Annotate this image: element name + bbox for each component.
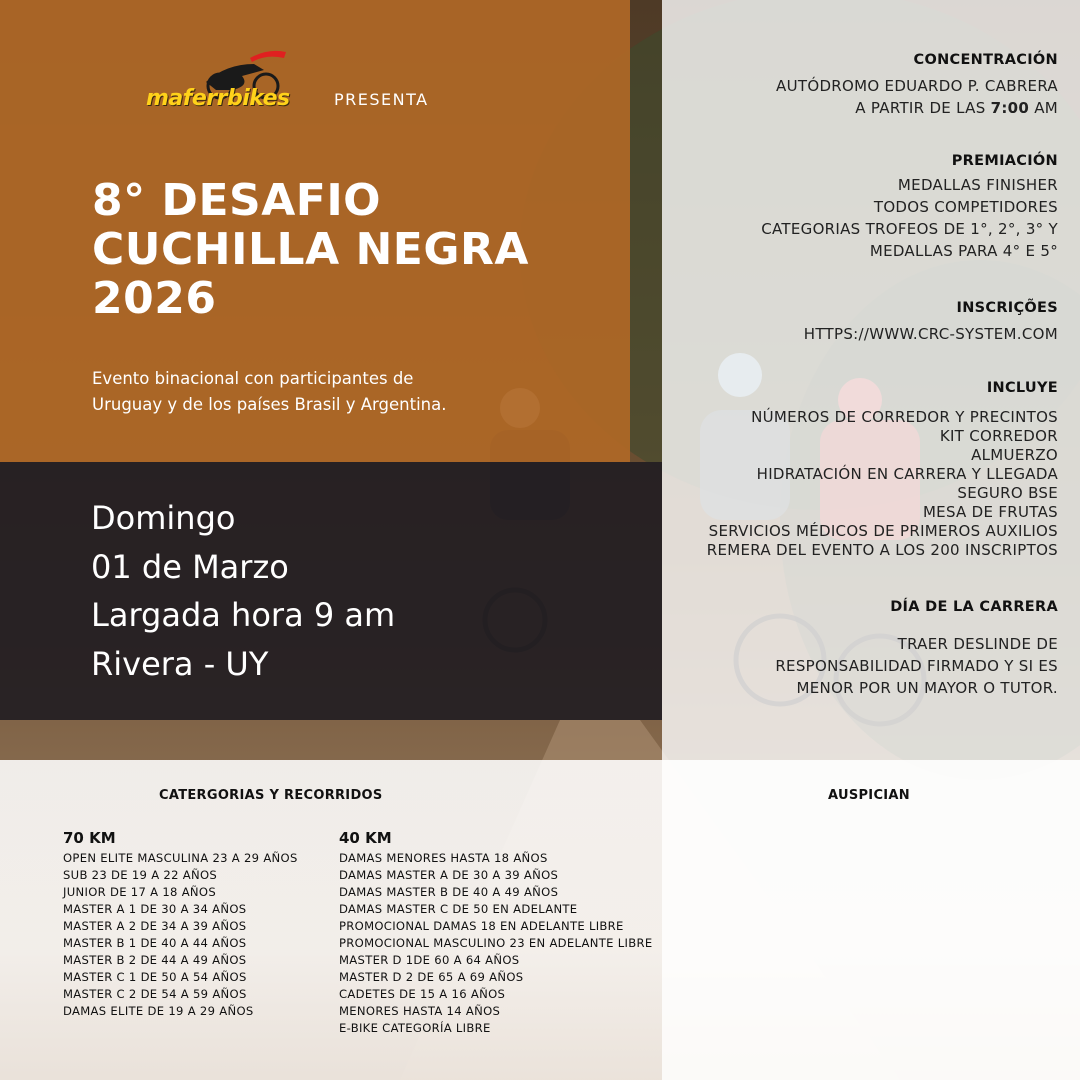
sponsors-heading: AUSPICIAN (828, 788, 910, 803)
incluye-item: KIT CORREDOR (939, 427, 1058, 445)
incluye-item: MESA DE FRUTAS (922, 503, 1058, 521)
category-item: PROMOCIONAL MASCULINO 23 EN ADELANTE LIBRE (339, 936, 653, 950)
category-item: DAMAS MASTER B DE 40 A 49 AÑOS (339, 885, 559, 899)
dia-carrera-line: RESPONSABILIDAD FIRMADO Y SI ES (775, 657, 1058, 675)
incluye-heading: INCLUYE (986, 380, 1058, 396)
presenta-label: PRESENTA (334, 90, 429, 109)
category-item: MASTER C 2 DE 54 A 59 AÑOS (63, 987, 247, 1001)
time-prefix: A PARTIR DE LAS (855, 99, 991, 117)
route-40km (339, 829, 652, 1037)
category-item: PROMOCIONAL DAMAS 18 EN ADELANTE LIBRE (339, 919, 624, 933)
inscricoes-url[interactable]: HTTPS://WWW.CRC-SYSTEM.COM (803, 325, 1058, 343)
category-item: MASTER A 2 DE 34 A 39 AÑOS (63, 919, 247, 933)
dia-carrera-line: MENOR POR UN MAYOR O TUTOR. (796, 679, 1058, 697)
category-item: MASTER D 2 DE 65 A 69 AÑOS (339, 970, 524, 984)
brand-logo-text: maferrbikes (146, 86, 290, 111)
category-item: DAMAS MASTER A DE 30 A 39 AÑOS (339, 868, 559, 882)
route-70km (63, 829, 298, 1020)
category-item: JUNIOR DE 17 A 18 AÑOS (63, 885, 216, 899)
event-title (92, 176, 529, 323)
incluye-item: SERVICIOS MÉDICOS DE PRIMEROS AUXILIOS (708, 522, 1058, 540)
category-item: CADETES DE 15 A 16 AÑOS (339, 987, 506, 1001)
premiacion-line: MEDALLAS PARA 4° E 5° (869, 242, 1058, 260)
event-place: Rivera - UY (91, 644, 269, 683)
inscricoes-section (804, 300, 1058, 345)
dia-carrera-line: TRAER DESLINDE DE (897, 635, 1058, 653)
event-start-time: Largada hora 9 am (91, 596, 396, 634)
route-40km-label: 40 KM (339, 829, 392, 847)
event-day: Domingo (91, 499, 236, 537)
concentracion-section (776, 52, 1058, 119)
route-70km-list (63, 850, 298, 1020)
incluye-item: ALMUERZO (971, 446, 1058, 464)
concentracion-time (776, 97, 1058, 119)
premiacion-line: CATEGORIAS TROFEOS DE 1°, 2°, 3° Y (761, 220, 1058, 238)
event-date: 01 de Marzo (91, 547, 289, 586)
premiacion-heading: PREMIACIÓN (951, 153, 1058, 169)
incluye-section (707, 380, 1058, 560)
category-item: MASTER B 1 DE 40 A 44 AÑOS (63, 936, 247, 950)
incluye-item: REMERA DEL EVENTO A LOS 200 INSCRIPTOS (706, 541, 1058, 559)
category-item: MASTER C 1 DE 50 A 54 AÑOS (63, 970, 247, 984)
premiacion-line: TODOS COMPETIDORES (873, 198, 1058, 216)
concentracion-heading: CONCENTRACIÓN (913, 52, 1058, 68)
category-item: DAMAS ELITE DE 19 A 29 AÑOS (63, 1004, 254, 1018)
event-subtitle: Evento binacional con participantes de Uruguay y de los países Brasil y Argentina. (92, 369, 447, 414)
route-70km-label: 70 KM (63, 829, 116, 847)
dia-carrera-heading: DÍA DE LA CARRERA (890, 599, 1058, 615)
category-item: DAMAS MENORES HASTA 18 AÑOS (339, 851, 548, 865)
category-item: E-BIKE CATEGORÍA LIBRE (339, 1021, 491, 1035)
time-suffix: AM (1029, 99, 1058, 117)
incluye-item: HIDRATACIÓN EN CARRERA Y LLEGADA (756, 465, 1058, 483)
route-40km-list (339, 850, 652, 1037)
inscricoes-heading: INSCRIÇÕES (956, 300, 1058, 316)
dia-carrera-section (775, 599, 1058, 699)
title-line: CUCHILLA NEGRA (92, 224, 529, 275)
title-line: 2026 (92, 273, 217, 324)
event-date-info (91, 494, 395, 688)
concentracion-place: AUTÓDROMO EDUARDO P. CABRERA (776, 77, 1058, 95)
title-line: 8° DESAFIO (92, 175, 382, 226)
category-item: MASTER A 1 DE 30 A 34 AÑOS (63, 902, 247, 916)
premiacion-section (761, 153, 1058, 262)
category-item: MASTER D 1DE 60 A 64 AÑOS (339, 953, 520, 967)
categories-heading: CATERGORIAS Y RECORRIDOS (159, 788, 383, 803)
incluye-item: SEGURO BSE (957, 484, 1058, 502)
category-item: DAMAS MASTER C DE 50 EN ADELANTE (339, 902, 578, 916)
premiacion-line: MEDALLAS FINISHER (897, 176, 1058, 194)
category-item: SUB 23 DE 19 A 22 AÑOS (63, 868, 218, 882)
incluye-item: NÚMEROS DE CORREDOR Y PRECINTOS (751, 408, 1058, 426)
category-item: MENORES HASTA 14 AÑOS (339, 1004, 501, 1018)
category-item: OPEN ELITE MASCULINA 23 A 29 AÑOS (63, 851, 298, 865)
time-value: 7:00 (990, 99, 1030, 117)
category-item: MASTER B 2 DE 44 A 49 AÑOS (63, 953, 247, 967)
